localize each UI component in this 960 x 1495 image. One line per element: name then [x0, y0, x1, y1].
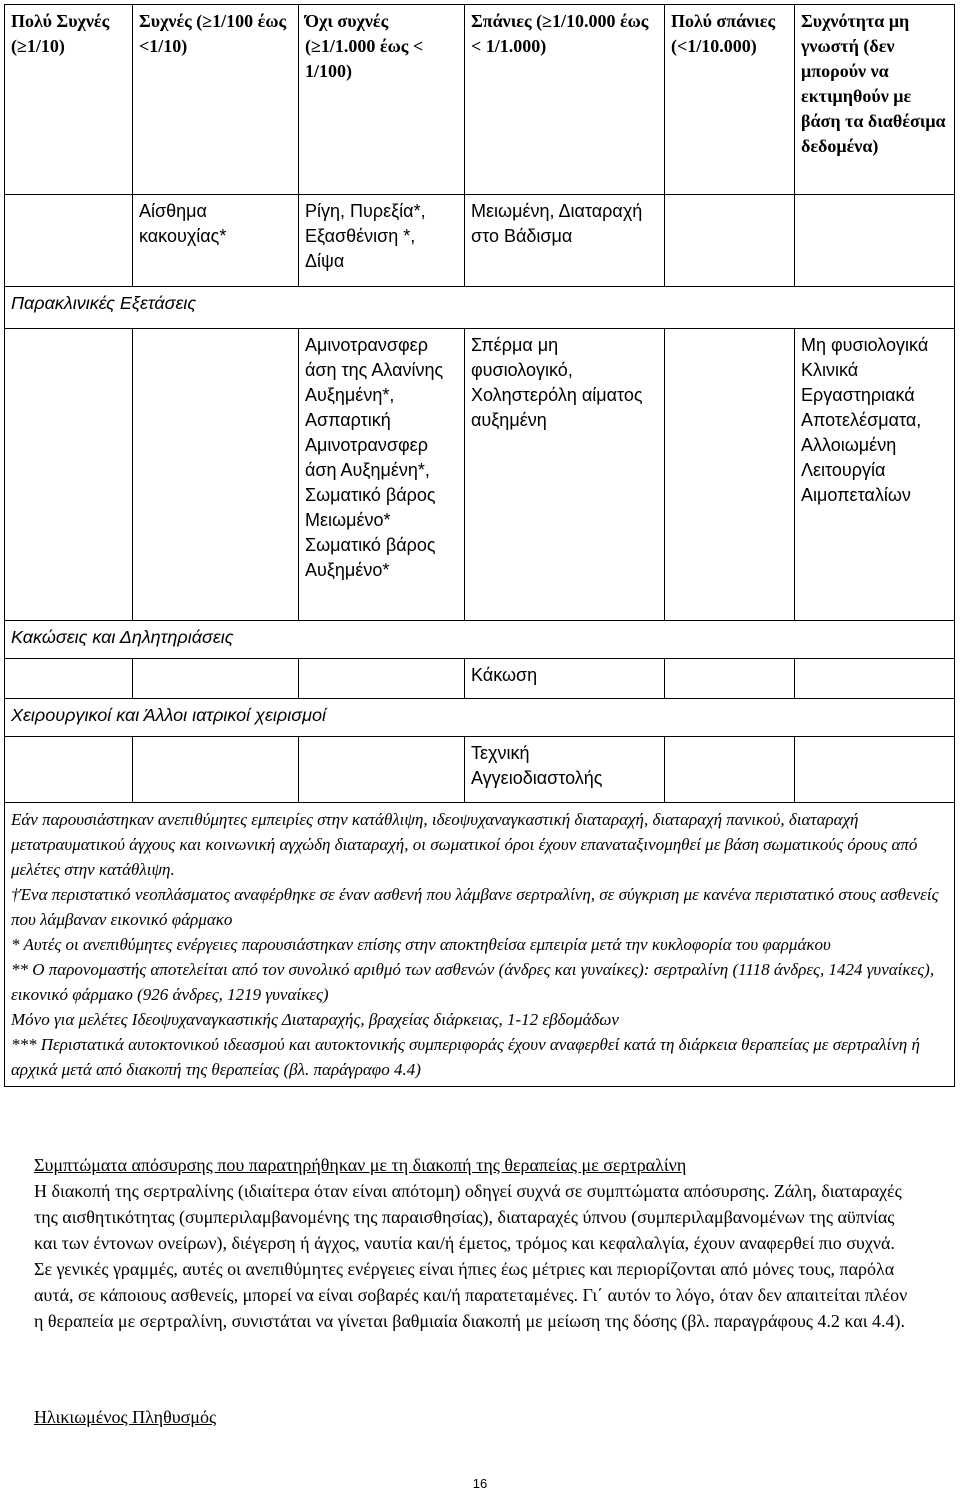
header-very-rare: Πολύ σπάνιες (<1/10.000): [665, 5, 795, 195]
soc-label-surgical: Χειρουργικοί και Άλλοι ιατρικοί χειρισμοί: [5, 699, 465, 737]
table-header-row: [5, 5, 955, 195]
footnote: Εάν παρουσιάστηκαν ανεπιθύμητες εμπειρίες στην κατάθλιψη, ιδεοψυχαναγκαστική διαταραχή, διαταραχή πανικού, διαταραχή μετατραυματικού άγχους και κοινωνική αγχώδη διαταραχή, οι σωματικοί όροι έχουν επαναταξινομηθεί με βάση σωματικούς όρους από μελέτες στην κατάθλιψη.: [11, 810, 918, 879]
header-very-common: Πολύ Συχνές (≥1/10): [5, 5, 133, 195]
table-cell: [299, 737, 465, 803]
header-not-known: Συχνότητα μη γνωστή (δεν μπορούν να εκτιμηθούν με βάση τα διαθέσιμα δεδομένα): [795, 5, 955, 195]
soc-label-injury: Κακώσεις και Δηλητηριάσεις: [5, 621, 299, 659]
table-cell: [5, 195, 133, 287]
table-cell: Κάκωση: [465, 659, 665, 699]
table-cell: Αίσθημα κακουχίας*: [133, 195, 299, 287]
table-cell: Αμινοτρανσφερ άση της Αλανίνης Αυξημένη*, Ασπαρτική Αμινοτρανσφερ άση Αυξημένη*, Σωματικό βάρος Μειωμένο* Σωματικό βάρος Αυξημένο*: [299, 329, 465, 621]
footnote: ** Ο παρονομαστής αποτελείται από τον συνολικό αριθμό των ασθενών (άνδρες και γυναίκες): σερτραλίνη (1118 άνδρες, 1424 γυναίκες), εικονικό φάρμακο (926 άνδρες, 1219 γυναίκες): [11, 960, 935, 1004]
soc-row-investigations: [5, 287, 955, 329]
table-cell: Μη φυσιολογικά Κλινικά Εργαστηριακά Αποτελέσματα, Αλλοιωμένη Λειτουργία Αιμοπεταλίων: [795, 329, 955, 621]
footnote: *** Περιστατικά αυτοκτονικού ιδεασμού και αυτοκτονικής συμπεριφοράς έχουν αναφερθεί κατά τη διάρκεια θεραπείας με σερτραλίνη ή αρχικά μετά από διακοπή της θεραπείας (βλ. παράγραφο 4.4): [11, 1035, 920, 1079]
table-cell: Ρίγη, Πυρεξία*, Εξασθένιση *, Δίψα: [299, 195, 465, 287]
table-cell: [665, 329, 795, 621]
table-cell: [665, 195, 795, 287]
table-cell: [795, 659, 955, 699]
header-common: Συχνές (≥1/100 έως <1/10): [133, 5, 299, 195]
table-cell: [299, 659, 465, 699]
table-row-general: [5, 195, 955, 287]
elderly-section: [34, 1404, 914, 1430]
table-cell: [795, 195, 955, 287]
withdrawal-heading: Συμπτώματα απόσυρσης που παρατηρήθηκαν με τη διακοπή της θεραπείας με σερτραλίνη: [34, 1155, 687, 1175]
table-cell: Σπέρμα μη φυσιολογικό, Χοληστερόλη αίματος αυξημένη: [465, 329, 665, 621]
soc-row-injury: [5, 621, 955, 659]
header-rare: Σπάνιες (≥1/10.000 έως < 1/1.000): [465, 5, 665, 195]
footnote: Μόνο για μελέτες Ιδεοψυχαναγκαστικής Διαταραχής, βραχείας διάρκειας, 1-12 εβδομάδων: [11, 1010, 619, 1029]
footnote: †Ένα περιστατικό νεοπλάσματος αναφέρθηκε σε έναν ασθενή που λάμβανε σερτραλίνη, σε σύγκριση με κανένα περιστατικό στους ασθενείς που λάμβαναν εικονικό φάρμακο: [11, 885, 939, 929]
soc-row-filler: [299, 287, 955, 329]
soc-row-filler: [465, 699, 955, 737]
header-uncommon: Όχι συχνές (≥1/1.000 έως < 1/100): [299, 5, 465, 195]
table-row-surgical: [5, 737, 955, 803]
withdrawal-section: [34, 1152, 914, 1334]
table-cell: [795, 737, 955, 803]
page-number: 16: [472, 1476, 488, 1491]
table-row-injury: [5, 659, 955, 699]
adverse-reactions-table: [4, 4, 955, 1087]
table-cell: [5, 329, 133, 621]
table-row-investigations: [5, 329, 955, 621]
footnote: * Αυτές οι ανεπιθύμητες ενέργειες παρουσιάστηκαν επίσης στην αποκτηθείσα εμπειρία μετά την κυκλοφορία του φαρμάκου: [11, 935, 831, 954]
withdrawal-paragraph: Η διακοπή της σερτραλίνης (ιδιαίτερα όταν είναι απότομη) οδηγεί συχνά σε συμπτώματα απόσυρσης. Ζάλη, διαταραχές της αισθητικότητας (συμπεριλαμβανομένης της παραισθησίας), διαταραχές ύπνου (συμπεριλαμβανομένων της αϋπνίας και των έντονων ονείρων), διέγερση ή άγχος, ναυτία και/ή έμετος, τρόμος και κεφαλαλγία, έχουν αναφερθεί πιο συχνά. Σε γενικές γραμμές, αυτές οι ανεπιθύμητες ενέργειες είναι ήπιες έως μέτριες και περιορίζονται από μόνες τους, παρόλα αυτά, σε κάποιους ασθενείς, μπορεί να είναι σοβαρές και/ή παρατεταμένες. Γι΄ αυτόν το λόγο, όταν δεν απαιτείται πλέον η θεραπεία με σερτραλίνη, συνιστάται να γίνεται βαθμιαία διακοπή με μείωση της δόσης (βλ. παραγράφους 4.2 και 4.4).: [34, 1181, 908, 1331]
soc-label-investigations: Παρακλινικές Εξετάσεις: [5, 287, 299, 329]
elderly-heading: Ηλικιωμένος Πληθυσμός: [34, 1407, 217, 1427]
table-footnotes-row: [5, 803, 955, 1087]
table-cell: [5, 737, 133, 803]
table-cell: [133, 329, 299, 621]
soc-row-surgical: [5, 699, 955, 737]
soc-row-filler: [299, 621, 955, 659]
table-cell: [665, 737, 795, 803]
table-cell: [133, 659, 299, 699]
table-cell: Μειωμένη, Διαταραχή στο Βάδισμα: [465, 195, 665, 287]
table-cell: [665, 659, 795, 699]
table-cell: [5, 659, 133, 699]
table-cell: Τεχνική Αγγειοδιαστολής: [465, 737, 665, 803]
table-cell: [133, 737, 299, 803]
table-footnotes: [5, 803, 955, 1087]
